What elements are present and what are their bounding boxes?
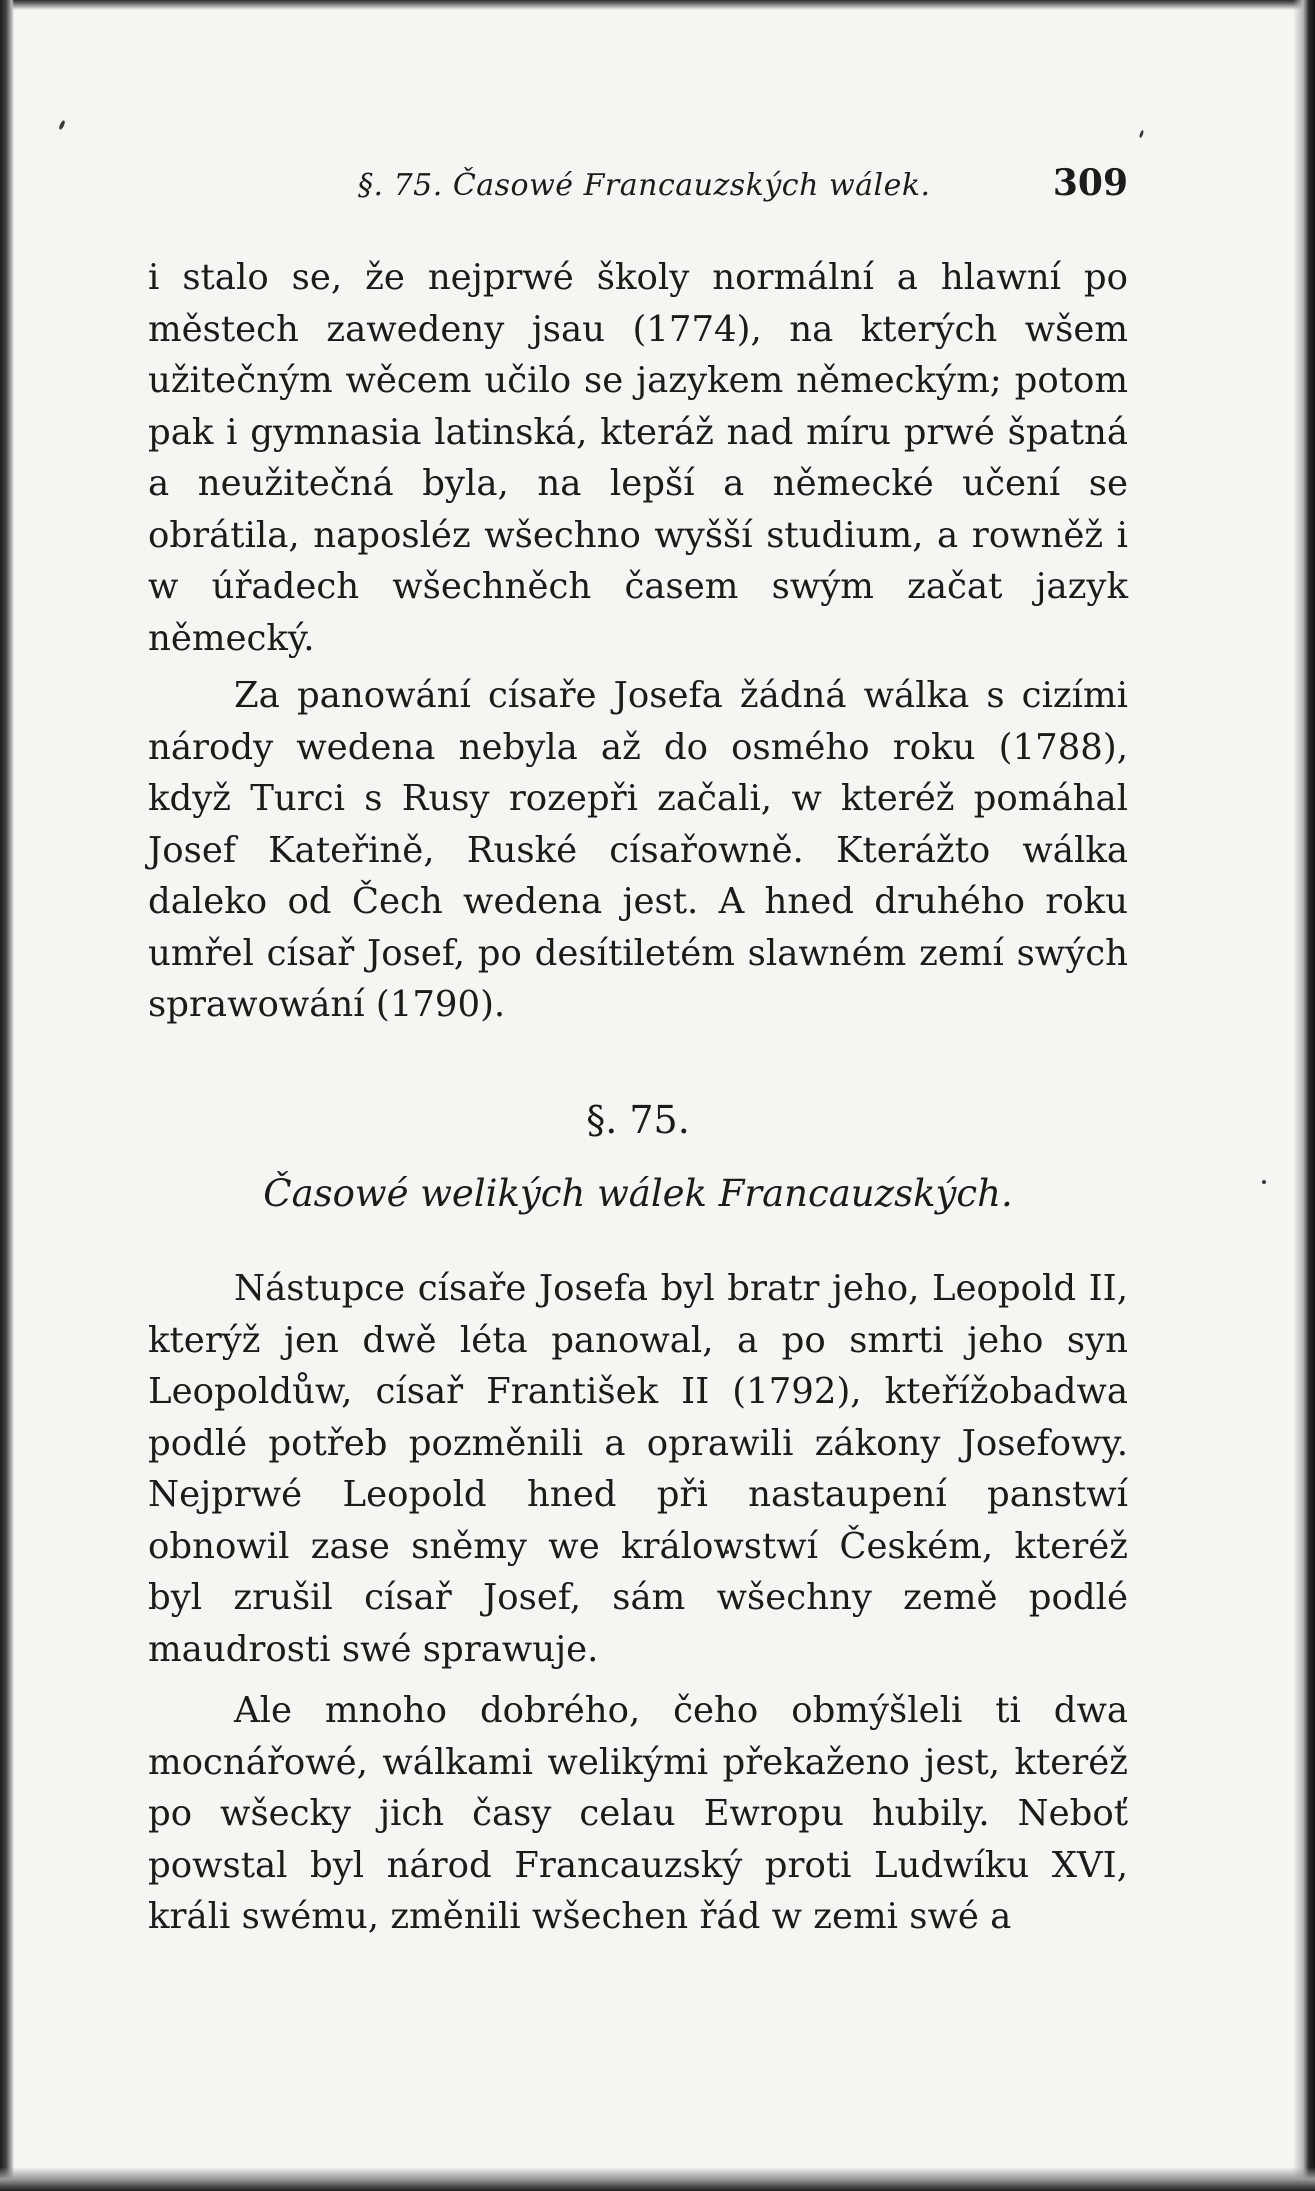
ink-speck [1262, 1180, 1266, 1184]
paragraph-3: Nástupce císaře Josefa byl bratr jeho, Leopold II, kterýž jen dwě léta panowal, a po smrti jeho syn Leopoldůw, císař František II (1792), kteřížobadwa podlé potřeb pozměnili a oprawili zákony Josefowy. Nejprwé Leopold hned při nastaupení panstwí obnowil zase sněmy we králowstwí Českém, kteréž byl zrušil císař Josef, sám wšechny země podlé maudrosti swé sprawuje. [148, 1268, 1128, 1670]
ink-speck [1139, 130, 1145, 139]
page-left-shadow [0, 0, 14, 2191]
paragraph-4: Ale mnoho dobrého, čeho obmýšleli ti dwa mocnářowé, wálkami welikými překaženo jest, kteréž po wšecky jich časy celau Ewropu hubily. Neboť powstal byl národ Francauzský proti Ludwíku XVI, králi swému, změnili wšechen řád w zemi swé a [148, 1690, 1128, 1937]
section-title: Časowé welikých wálek Francauzských. [263, 1172, 1013, 1215]
paragraph-1: i stalo se, že nejprwé školy normální a hlawní po městech zawedeny jsau (1774), na kterých wšem užitečným wěcem učilo se jazykem německým; potom pak i gymnasia latinská, kteráž nad míru prwé špatná a neužitečná byla, na lepší a německé učení se obrátila, naposléz wšechno wyšší studium, a rowněž i w úřadech wšechněch časem swým začat jazyk německý. [148, 257, 1128, 659]
ink-speck [58, 120, 66, 131]
page-bottom-edge [0, 2167, 1315, 2191]
page-right-edge [1293, 0, 1315, 2191]
page-top-shadow [0, 0, 1315, 10]
running-head-title: §. 75. Časowé Francauzských wálek. [358, 168, 931, 203]
section-number: §. 75. [586, 1098, 690, 1142]
paragraph-2: Za panowání císaře Josefa žádná wálka s cizími národy wedena nebyla až do osmého roku (1788), když Turci s Rusy rozepři začali, w kteréž pomáhal Josef Kateřině, Ruské císařowně. Kterážto wálka daleko od Čech wedena jest. A hned druhého roku umřel císař Josef, po desítiletém slawném zemí swých sprawowání (1790). [148, 675, 1128, 1025]
page-number: 309 [1052, 162, 1128, 204]
running-head [148, 160, 1128, 210]
